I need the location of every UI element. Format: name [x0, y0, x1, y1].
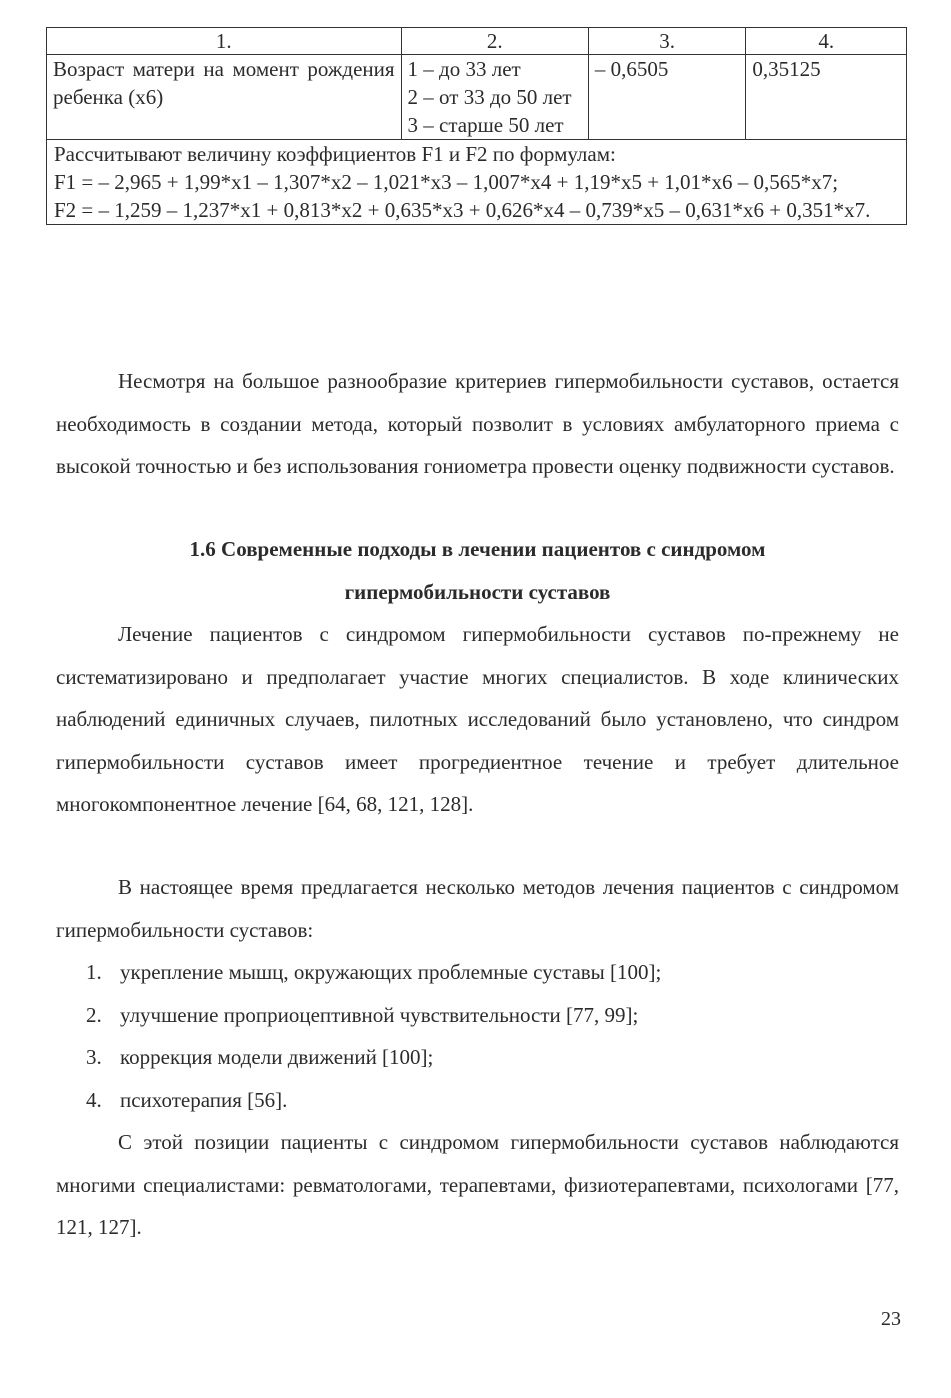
table-header-cell: 3.: [588, 28, 746, 55]
options-cell: [401, 55, 588, 140]
coef-f2-cell: 0,35125: [746, 55, 907, 140]
table-row: [47, 55, 907, 140]
list-item: 4. психотерапия [56].: [86, 1087, 288, 1112]
paragraph-block: [56, 613, 899, 826]
paragraph-block: [56, 866, 899, 1249]
coef-f1-cell: – 0,6505: [588, 55, 746, 140]
table-header-row: [47, 28, 907, 55]
option-item: 1 – до 33 лет: [407, 57, 521, 81]
coefficients-table: [46, 27, 907, 225]
formula-cell: [47, 140, 907, 225]
formula-f1: F1 = – 2,965 + 1,99*x1 – 1,307*x2 – 1,021*x3 – 1,007*x4 + 1,19*x5 + 1,01*x6 – 0,565*x7;: [54, 170, 839, 194]
formula-intro: Рассчитывают величину коэффициентов F1 и F2 по формулам:: [54, 142, 616, 166]
list-item: 3. коррекция модели движений [100];: [86, 1045, 434, 1069]
table-header-cell: 1.: [47, 28, 402, 55]
table-header-cell: 2.: [401, 28, 588, 55]
methods-list: [56, 951, 899, 1121]
page-number: 23: [881, 1308, 901, 1330]
list-item: 2. улучшение проприоцептивной чувствительности [77, 99];: [86, 1002, 639, 1027]
option-item: 3 – старше 50 лет: [407, 113, 564, 137]
list-item: 1. укрепление мышц, окружающих проблемные суставы [100];: [86, 960, 662, 984]
paragraph: С этой позиции пациенты с синдромом гипермобильности суставов наблюдаются многими специалистами: ревматологами, терапевтами, физиотерапевтами, психологами [77, 121, 127].: [56, 1130, 899, 1239]
paragraph-block: [56, 360, 899, 488]
paragraph: В настоящее время предлагается несколько методов лечения пациентов с синдромом гипермобильности суставов:: [56, 875, 899, 942]
option-item: 2 – от 33 до 50 лет: [407, 85, 572, 109]
formula-row: [47, 140, 907, 225]
paragraph: Несмотря на большое разнообразие критериев гипермобильности суставов, остается необходимость в создании метода, который позволит в условиях амбулаторного приема с высокой точностью и без использования гониометра провести оценку подвижности суставов.: [56, 369, 899, 478]
section-heading-line: 1.6 Современные подходы в лечении пациентов с синдромом: [189, 537, 766, 561]
paragraph: Лечение пациентов с синдромом гипермобильности суставов по-прежнему не систематизировано и предполагает участие многих специалистов. В ходе клинических наблюдений единичных случаев, пилотных исследований было установлено, что синдром гипермобильности суставов имеет прогредиентное течение и требует длительное многокомпонентное лечение [64, 68, 121, 128].: [56, 622, 899, 816]
section-heading-line: гипермобильности суставов: [344, 580, 611, 604]
table-header-cell: 4.: [746, 28, 907, 55]
factor-cell: Возраст матери на момент рождения ребенка (x6): [47, 55, 402, 140]
section-heading: [56, 528, 899, 614]
formula-f2: F2 = – 1,259 – 1,237*x1 + 0,813*x2 + 0,635*x3 + 0,626*x4 – 0,739*x5 – 0,631*x6 + 0,351*x7.: [54, 198, 871, 222]
